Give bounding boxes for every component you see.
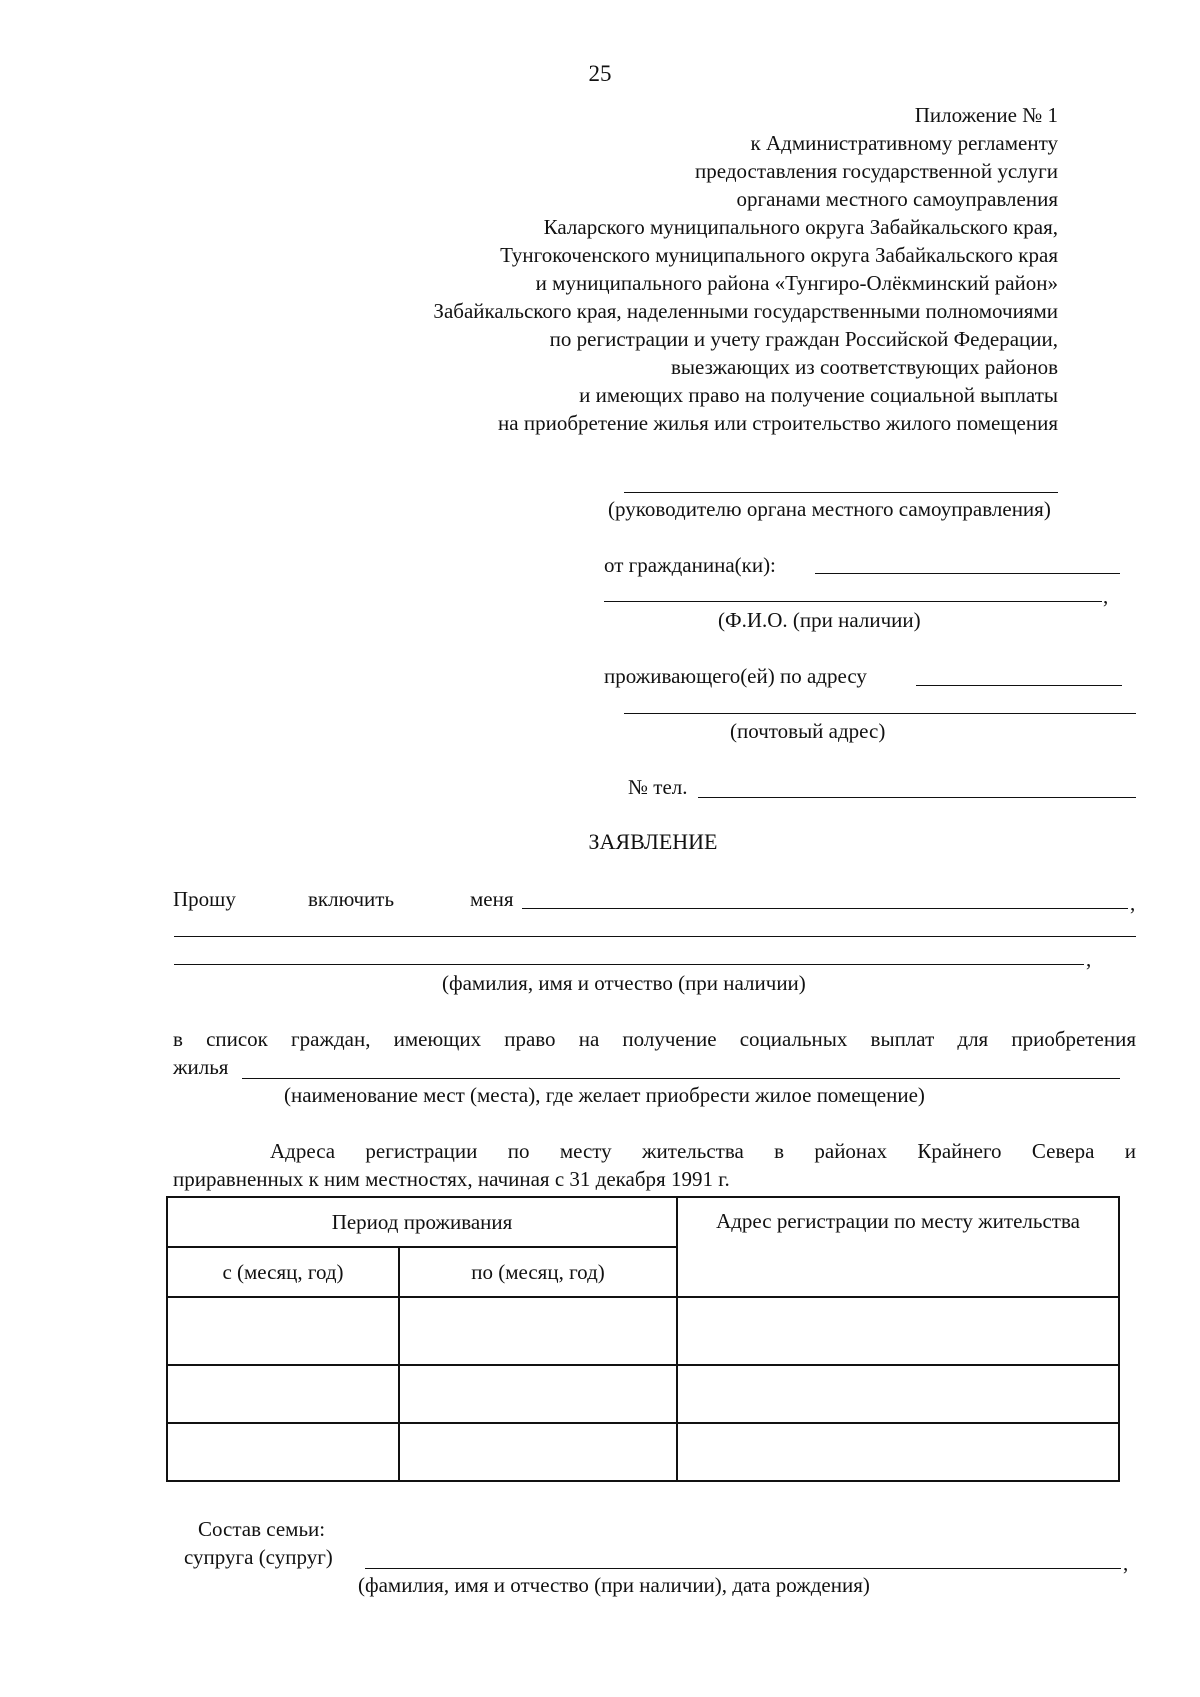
spouse-field[interactable] [365, 1568, 1121, 1569]
place-field[interactable] [242, 1078, 1120, 1079]
fio-field-1[interactable] [815, 573, 1120, 574]
header-line: по регистрации и учету граждан Российской Федерации, [549, 327, 1058, 351]
name-field-1[interactable] [522, 908, 1128, 909]
address-caption: (почтовый адрес) [730, 719, 886, 743]
table-row [167, 1297, 1119, 1365]
from-cell[interactable] [167, 1423, 399, 1481]
to-header: по (месяц, год) [399, 1247, 677, 1297]
address-cell[interactable] [677, 1423, 1119, 1481]
page-number: 25 [588, 61, 612, 86]
list-text-line: в список граждан, имеющих право на получение социальных выплат для приобретения [173, 1027, 1136, 1051]
document-title: ЗАЯВЛЕНИЕ [588, 829, 718, 854]
address-paragraph-line: Адреса регистрации по месту жительства в районах Крайнего Севера и [270, 1139, 1136, 1163]
registration-table [166, 1196, 1120, 1482]
header-line: Каларского муниципального округа Забайкальского края, [543, 215, 1058, 239]
header-line: Тунгокоченского муниципального округа Забайкальского края [500, 243, 1058, 267]
name-comma: , [1130, 891, 1136, 915]
to-cell[interactable] [399, 1423, 677, 1481]
name-field-3[interactable] [174, 964, 1084, 965]
header-line: предоставления государственной услуги [695, 159, 1058, 183]
address-header: Адрес регистрации по месту жительства [677, 1197, 1119, 1297]
address-field-1[interactable] [916, 685, 1122, 686]
request-word: включить [308, 887, 395, 911]
spouse-comma: , [1123, 1551, 1129, 1575]
header-line: Забайкальского края, наделенными государственными полномочиями [433, 299, 1058, 323]
header-line: на приобретение жилья или строительство жилого помещения [498, 411, 1058, 435]
phone-field[interactable] [698, 797, 1136, 798]
place-caption: (наименование мест (места), где желает приобрести жилое помещение) [284, 1083, 925, 1107]
name-field-2[interactable] [174, 936, 1136, 937]
table-row [167, 1365, 1119, 1423]
header-line: к Административному регламенту [750, 131, 1058, 155]
header-line: и муниципального района «Тунгиро-Олёкминский район» [535, 271, 1058, 295]
spouse-label: супруга (супруг) [184, 1545, 333, 1569]
table-row [167, 1423, 1119, 1481]
address-paragraph-line: приравненных к ним местностях, начиная с 31 декабря 1991 г. [173, 1167, 730, 1191]
address-cell[interactable] [677, 1297, 1119, 1365]
list-text-prefix: жилья [173, 1055, 229, 1079]
phone-label: № тел. [628, 775, 688, 799]
header-line: органами местного самоуправления [736, 187, 1058, 211]
name-comma: , [1086, 947, 1092, 971]
header-line: Пиложение № 1 [914, 103, 1058, 127]
fio-caption: (Ф.И.О. (при наличии) [718, 608, 921, 632]
spouse-caption: (фамилия, имя и отчество (при наличии), дата рождения) [358, 1573, 870, 1597]
address-label: проживающего(ей) по адресу [604, 664, 867, 688]
header-line: и имеющих право на получение социальной выплаты [579, 383, 1058, 407]
period-header: Период проживания [167, 1197, 677, 1247]
family-heading: Состав семьи: [198, 1517, 326, 1541]
address-field-2[interactable] [624, 713, 1136, 714]
to-cell[interactable] [399, 1365, 677, 1423]
fio-comma: , [1103, 584, 1109, 608]
from-cell[interactable] [167, 1365, 399, 1423]
request-word: меня [470, 887, 514, 911]
address-cell[interactable] [677, 1365, 1119, 1423]
head-name-field[interactable] [624, 492, 1058, 493]
from-header: с (месяц, год) [167, 1247, 399, 1297]
to-cell[interactable] [399, 1297, 677, 1365]
head-caption: (руководителю органа местного самоуправления) [608, 497, 1051, 521]
from-cell[interactable] [167, 1297, 399, 1365]
request-word: Прошу [173, 887, 236, 911]
fio-field-2[interactable] [604, 601, 1102, 602]
name-caption: (фамилия, имя и отчество (при наличии) [442, 971, 806, 995]
header-line: выезжающих из соответствующих районов [670, 355, 1058, 379]
from-label: от гражданина(ки): [604, 553, 776, 577]
